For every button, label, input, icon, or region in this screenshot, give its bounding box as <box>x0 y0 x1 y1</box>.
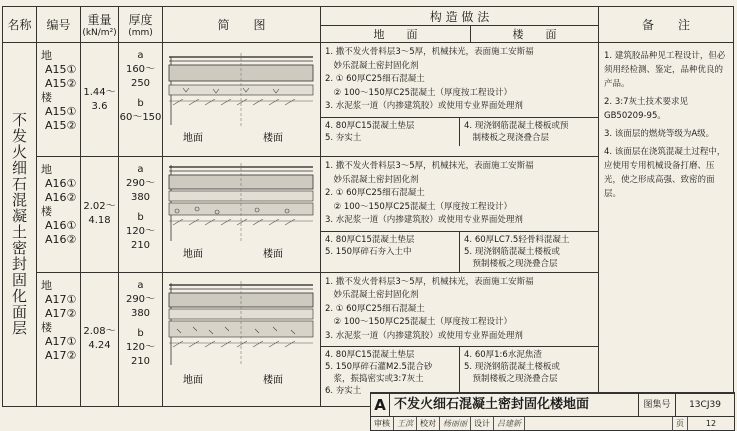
floor-layers: 4. 60厚LC7.5轻骨料混凝土 5. 现浇钢筋混凝土楼板或 预制楼板之现浇叠合层 <box>459 232 598 272</box>
row-weight: 2.08～4.24 <box>81 272 119 406</box>
page-label: 页 <box>672 417 688 430</box>
page-title: 不发火细石混凝土密封固化楼地面 <box>394 397 590 412</box>
header-weight: 重量 (kN/m²) <box>81 7 119 43</box>
header-code: 编号 <box>37 7 81 43</box>
ground-label: 地面 <box>183 133 203 144</box>
method-cell: 1. 撒不发火骨料层3～5厚，机械抹光，表面施工安斯福 妙乐混凝土密封固化剂 2. ① 60厚C25细石混凝土 ② 100～150厚C25混凝土（厚度按工程设计） 3. 水泥浆一道（内掺建筑胶）或使用专业界面处理剂 4. 80厚C15混凝土垫层 5. 150厚碎石夯入土中 4. 60厚LC7.5轻骨料混凝土 5. 现浇钢筋混凝土楼板或 预制楼板之现浇叠合层 <box>321 157 599 273</box>
row-thickness: a 290～380 b 120～210 <box>119 157 163 273</box>
section-diagram <box>163 157 321 273</box>
floor-label: 楼面 <box>263 133 283 144</box>
ground-layers: 4. 80厚C15混凝土垫层 5. 150厚碎石灌M2.5混合砂 浆，振捣密实或3:7灰土 6. 夯实土 <box>325 350 433 396</box>
row-weight: 1.44～3.6 <box>81 43 119 157</box>
page-number: 12 <box>705 419 717 428</box>
row-codes: 地 A15① A15② 楼 A15① A15② <box>37 43 81 157</box>
row-thickness: a 160～250 b 60～150 <box>119 43 163 157</box>
row-codes: 地 A16① A16② 楼 A16① A16② <box>37 157 81 273</box>
header-floor: 楼 面 <box>471 26 599 43</box>
floor-label: 楼面 <box>263 249 283 260</box>
ground-layers: 4. 80厚C15混凝土垫层 5. 夯实土 <box>325 120 415 143</box>
method-cell: 1. 撒不发火骨料层3～5厚，机械抹光，表面施工安斯福 妙乐混凝土密封固化剂 2. ① 60厚C25细石混凝土 ② 100～150厚C25混凝土（厚度按工程设计） 3. 水泥浆一道（内掺建筑胶）或使用专业界面处理剂 4. 80厚C15混凝土垫层 5. 150厚碎石灌M2.5混合砂 浆，振捣密实或3:7灰土 6. 夯实土 4. 60厚1:6水泥焦渣 5. 现浇钢筋混凝土楼板或 预制楼板之现浇叠合层 <box>321 272 599 406</box>
row-codes: 地 A17① A17② 楼 A17① A17② <box>37 272 81 406</box>
floor-layers: 4. 60厚1:6水泥焦渣 5. 现浇钢筋混凝土楼板或 预制楼板之现浇叠合层 <box>459 347 598 399</box>
ground-label: 地面 <box>183 374 203 386</box>
row-thickness: a 290～380 b 120～210 <box>119 272 163 406</box>
row-weight: 2.02～4.18 <box>81 157 119 273</box>
section-diagram <box>163 272 321 406</box>
header-name: 名称 <box>3 7 37 43</box>
title-block <box>370 392 735 431</box>
section-diagram <box>163 43 321 157</box>
title-letter: A <box>371 394 390 416</box>
category-label: 不发火细石混凝土密封固化面层 <box>3 43 37 407</box>
floor-label: 楼面 <box>263 374 283 386</box>
construction-table <box>2 6 734 407</box>
floor-layers: 4. 现浇钢筋混凝土楼板或预 制楼板之现浇叠合层 <box>459 118 598 146</box>
signature-row: 审核 王滨 校对 杨丽丽 设计 吕建新 页 12 <box>371 417 734 430</box>
ground-layers: 4. 80厚C15混凝土垫层 5. 150厚碎石夯入土中 <box>325 234 415 257</box>
header-method: 构 造 做 法 <box>321 7 599 26</box>
remarks-cell: 1. 建筑胶品种见工程设计，但必须用经检测、鉴定，品种优良的产品。 2. 3:7灰土技术要求见GB50209-95。 3. 该面层的燃烧等级为A级。 4. 该面层在浇筑混凝土过程中，应使用专用机械设备打磨、压光，使之形成高强、致密的面层。 <box>599 43 734 407</box>
ground-label: 地面 <box>183 249 203 260</box>
atlas-number: 13CJ39 <box>675 394 734 416</box>
header-remarks: 备 注 <box>599 7 734 43</box>
header-drawing: 简 图 <box>163 7 321 43</box>
atlas-label: 图集号 <box>638 394 675 416</box>
method-cell: 1. 撒不发火骨料层3～5厚，机械抹光，表面施工安斯福 妙乐混凝土密封固化剂 2. ① 60厚C25细石混凝土 ② 100～150厚C25混凝土（厚度按工程设计） 3. 水泥浆一道（内掺建筑胶）或使用专业界面处理剂 4. 80厚C15混凝土垫层 5. 夯实土 4. 现浇钢筋混凝土楼板或预 制楼板之现浇叠合层 <box>321 43 599 157</box>
header-thickness: 厚度 (mm) <box>119 7 163 43</box>
header-ground: 地 面 <box>321 26 471 43</box>
